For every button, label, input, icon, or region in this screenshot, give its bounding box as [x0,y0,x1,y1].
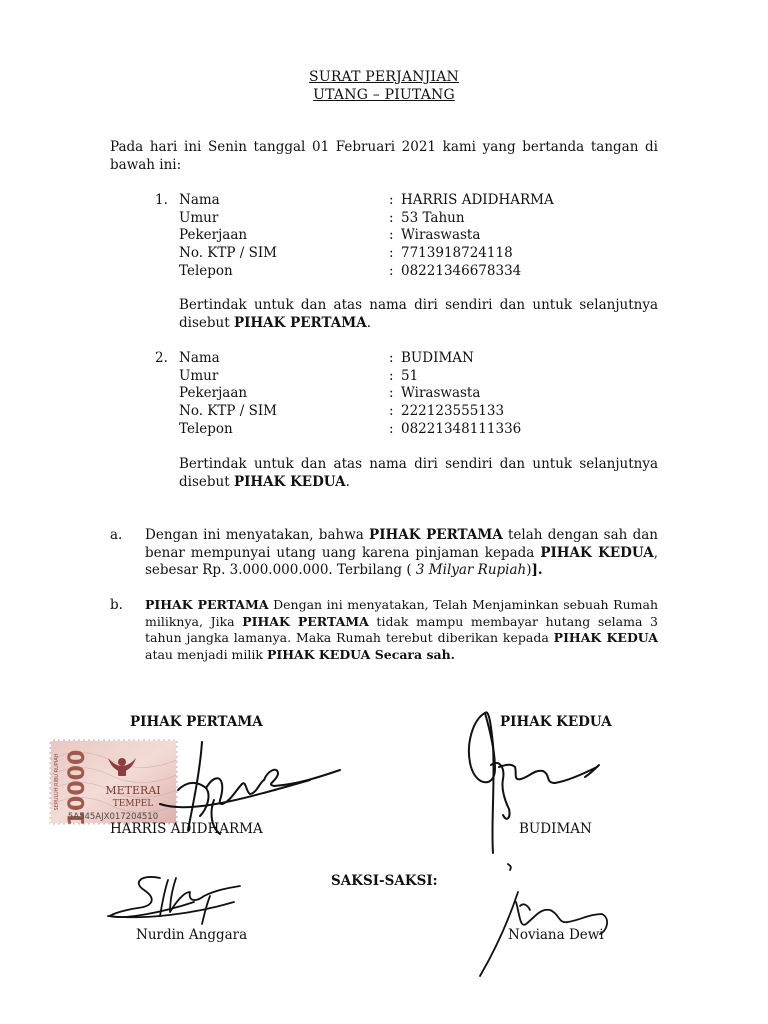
party-2-number: 2. [155,350,168,366]
party-1-designation: PIHAK PERTAMA [233,314,367,331]
party-1-block [155,192,660,280]
witness-1-signature [104,872,264,932]
colon: : [389,227,394,244]
field-value: 53 Tahun [401,209,465,226]
colon: : [389,403,394,420]
intro-paragraph: Pada hari ini Senin tanggal 01 Februari 2021 kami yang bertanda tangan di bawah ini: [110,139,658,173]
signature-label-first-party: PIHAK PERTAMA [130,714,263,730]
field-label: Pekerjaan [179,227,248,244]
field-label: No. KTP / SIM [179,245,277,262]
field-value: 222123555133 [401,403,505,420]
party-2-id-row [155,403,660,421]
field-value: HARRIS ADIDHARMA [401,192,554,208]
first-party-printed-name: HARRIS ADIDHARMA [110,821,263,837]
stamp-serial: 5A545AJX017204510 [67,812,159,822]
colon: : [389,420,394,437]
field-value: 08221346678334 [401,262,522,279]
party-1-phone-row [155,263,660,281]
field-label: No. KTP / SIM [179,403,277,420]
colon: : [389,350,394,366]
clause-a-marker: a. [110,527,123,543]
field-label: Nama [179,350,220,366]
colon: : [389,209,394,226]
party-1-id-row [155,245,660,263]
field-label: Telepon [179,262,233,279]
party-2-job-row [155,385,660,403]
party-1-statement: Bertindak untuk dan atas nama diri sendiri dan untuk selanjutnya disebut PIHAK PERTAMA. [179,297,658,331]
party-2-age-row [155,368,660,386]
witness-2-name: Noviana Dewi [508,927,604,943]
field-label: Nama [179,192,220,208]
field-value: 51 [401,367,419,384]
witness-2-signature [450,862,620,982]
party-2-phone-row [155,421,660,439]
document-title-line2: UTANG – PIUTANG [313,87,455,103]
field-label: Telepon [179,420,233,437]
field-label: Umur [179,209,219,226]
party-2-name-row [155,350,660,368]
party-1-name-row [155,192,660,210]
party-2-designation: PIHAK KEDUA [233,473,346,490]
stamp-value: 10000 [65,749,90,827]
colon: : [389,262,394,279]
field-value: Wiraswasta [401,385,481,402]
second-party-printed-name: BUDIMAN [519,821,592,837]
party-2-block [155,350,660,438]
colon: : [389,245,394,262]
field-value: BUDIMAN [401,350,474,366]
field-value: Wiraswasta [401,227,481,244]
field-label: Umur [179,367,219,384]
field-value: 7713918724118 [401,245,513,262]
stamp-side-text: SEPULUH RIBU RUPIAH [54,753,60,811]
clause-b-text: PIHAK PERTAMA Dengan ini menyatakan, Telah Menjaminkan sebuah Rumah miliknya, Jika PIHAK PERTAMA tidak mampu membayar hutang selama 3 tahun jangka lamanya. Maka Rumah terebut diberikan kepada PIHAK KEDUA atau menjadi milik PIHAK KEDUA Secara sah. [145,597,658,662]
witness-1-name: Nurdin Anggara [136,927,248,943]
party-1-age-row [155,210,660,228]
field-value: 08221348111336 [401,420,522,437]
party-1-number: 1. [155,192,168,208]
witness-heading: SAKSI-SAKSI: [331,873,438,889]
party-2-statement: Bertindak untuk dan atas nama diri sendiri dan untuk selanjutnya disebut PIHAK KEDUA. [179,456,658,490]
stamp-label: METERAI [105,784,161,797]
clause-b-marker: b. [110,597,123,613]
clause-a-text: Dengan ini menyatakan, bahwa PIHAK PERTAMA telah dengan sah dan benar mempunyai utang uang karena pinjaman kepada PIHAK KEDUA, sebesar Rp. 3.000.000.000. Terbilang ( 3 Milyar Rupiah)]. [145,527,658,578]
signature-label-second-party: PIHAK KEDUA [500,714,612,730]
field-label: Pekerjaan [179,385,248,402]
document-title-line1: SURAT PERJANJIAN [309,69,459,85]
colon: : [389,192,394,208]
svg-text:TEMPEL: TEMPEL [112,799,154,809]
colon: : [389,367,394,384]
colon: : [389,385,394,402]
party-1-job-row [155,227,660,245]
